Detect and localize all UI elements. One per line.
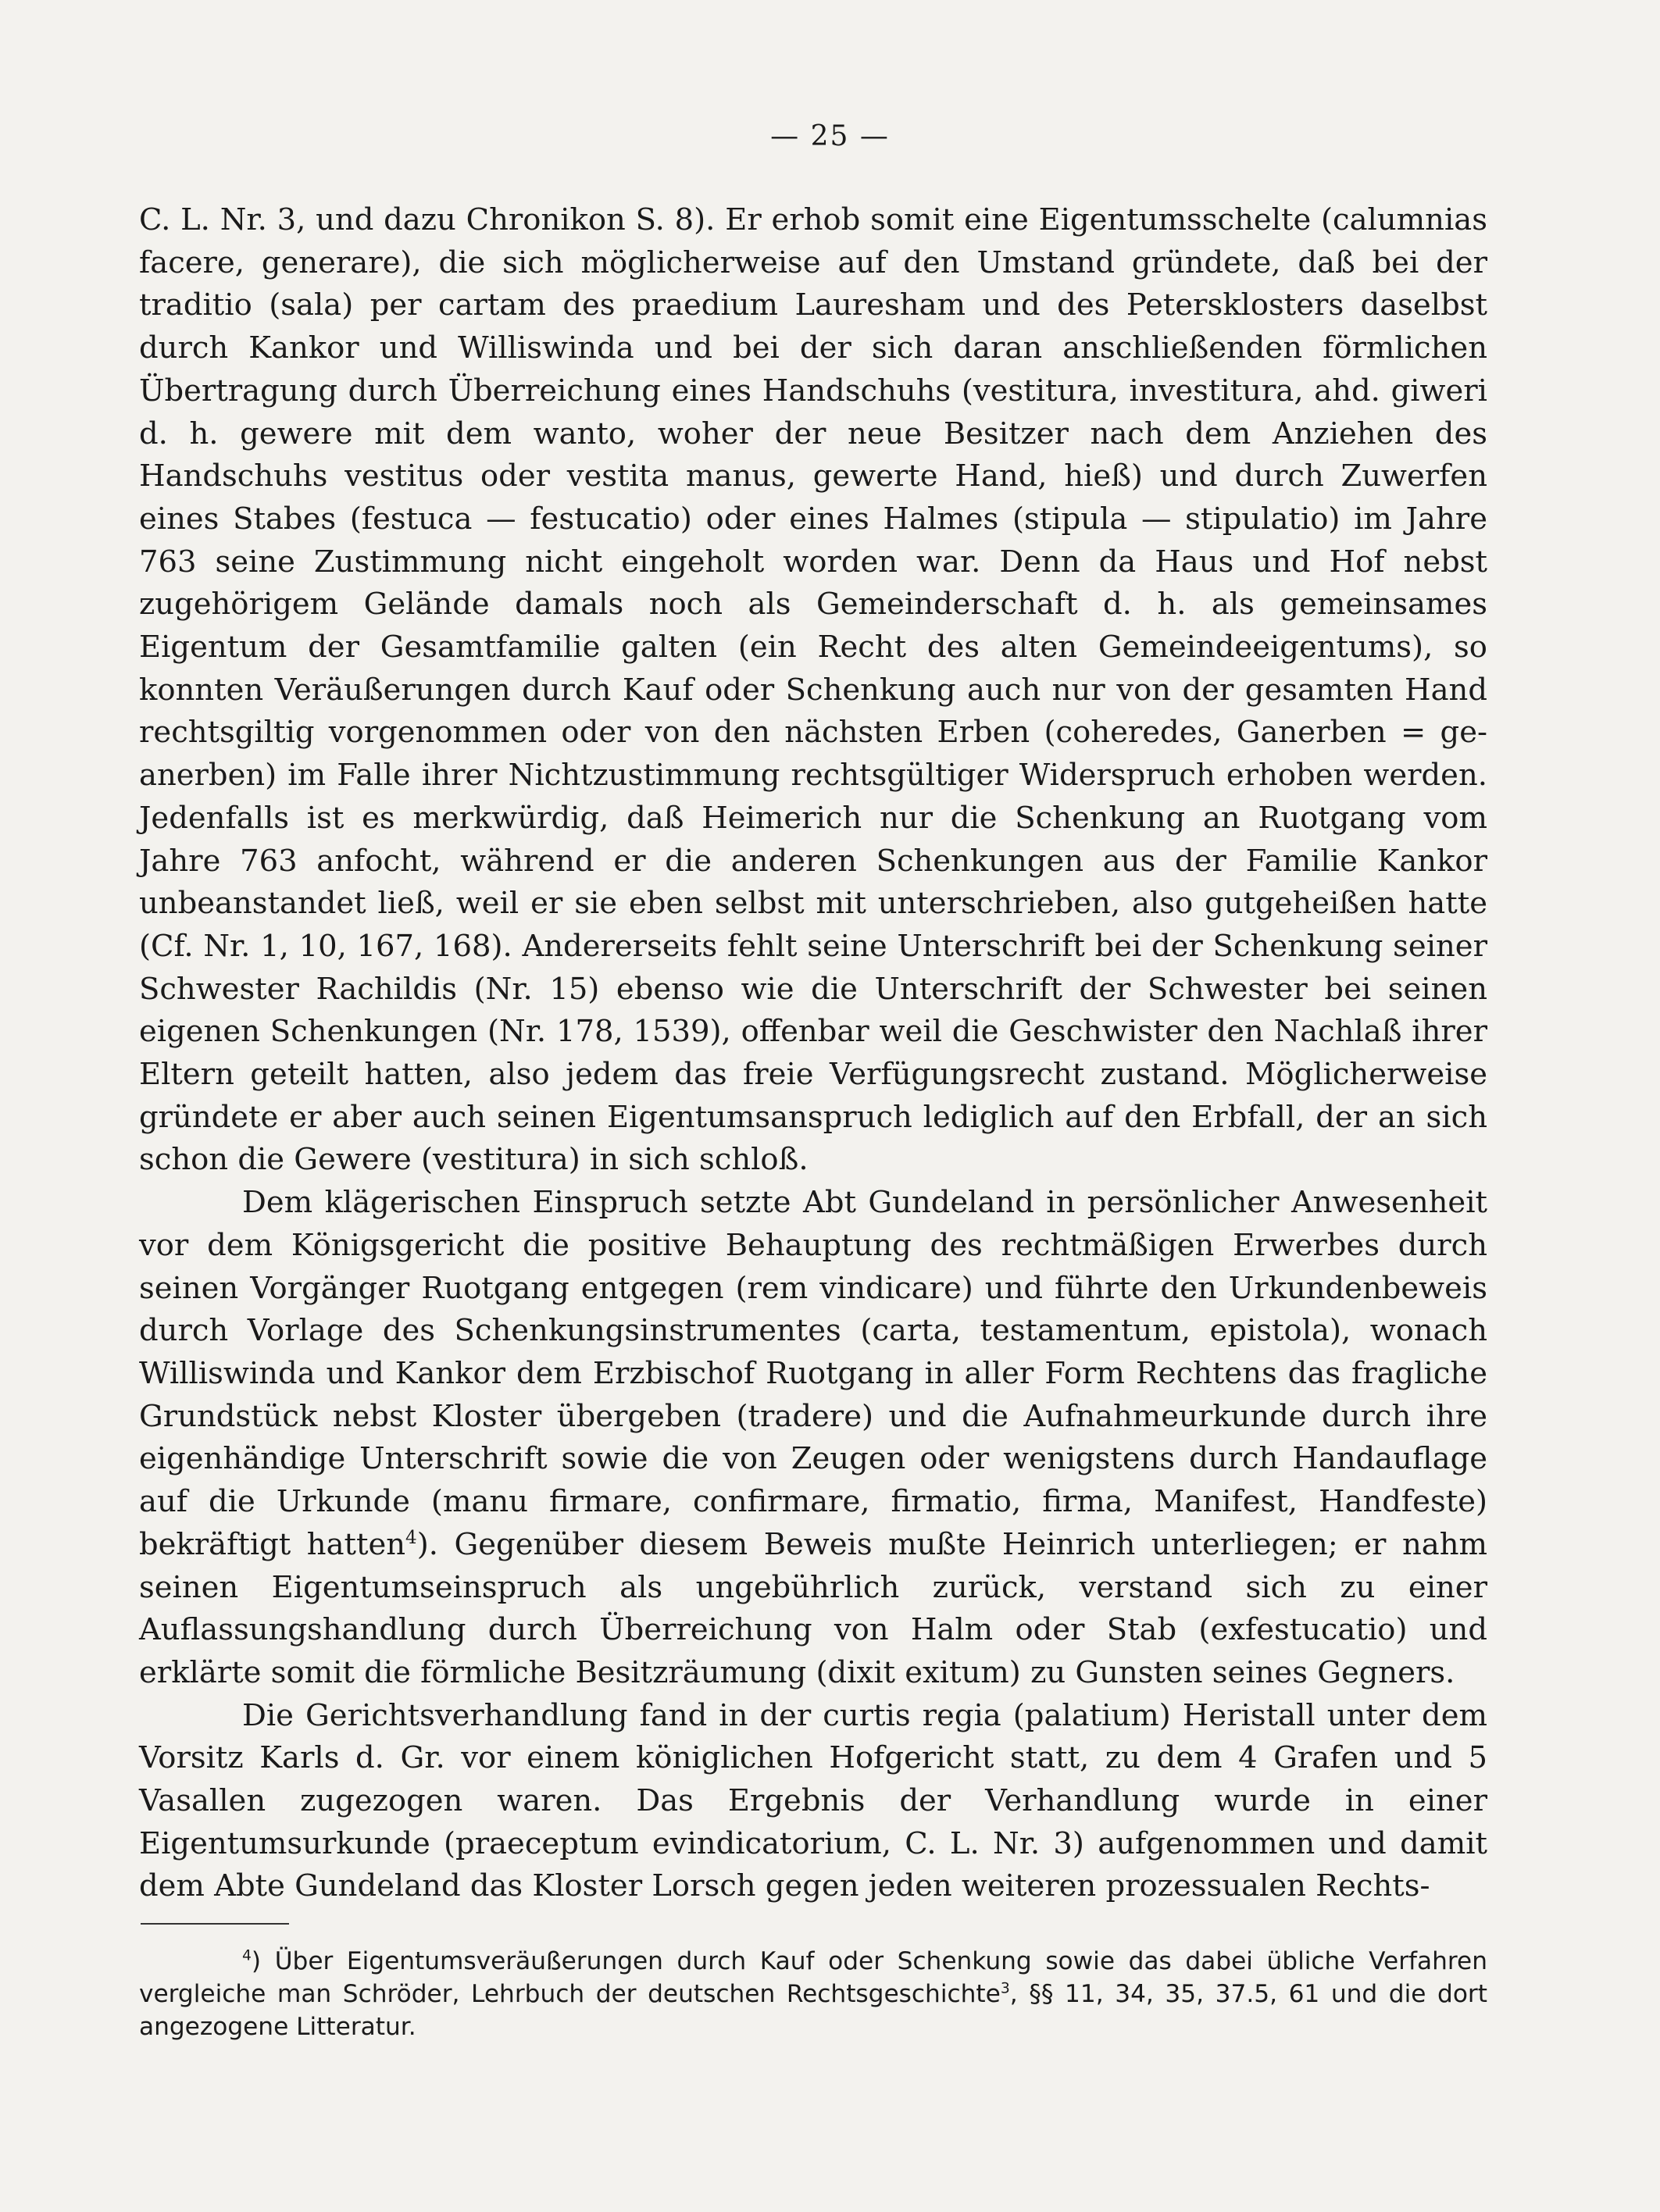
paragraph-2-text-before: Dem klägerischen Einspruch setzte Abt Gundeland in persönlicher Anwesenheit vor dem Königsgericht die positive Behauptung des rechtmäßigen Erwerbes durch seinen Vorgänger Ruotgang entgegen (rem vindicare) und führte den Urkundenbeweis durch Vorlage des Schenkungsinstrumentes (carta, testamentum, epistola), wonach Williswinda und Kankor dem Erzbischof Ruotgang in aller Form Rechtens das fragliche Grundstück nebst Kloster übergeben (tradere) und die Aufnahmeurkunde durch ihre eigenhändige Unterschrift sowie die von Zeugen oder wenigstens durch Handauflage auf die Urkunde (manu firmare, confirmare, firmatio, firma, Manifest, Handfeste) bekräftigt hatten bbox=[139, 1185, 1487, 1562]
footnote-marker: 4 bbox=[242, 1947, 252, 1964]
footnote-text bbox=[139, 1945, 1487, 2043]
footnote-edition: 3 bbox=[1000, 1980, 1010, 1997]
footnote-text-after: , §§ 11, 34, 35, 37.5, 61 und die dort angezogene Litteratur. bbox=[139, 1980, 1487, 2041]
footnote-text-before: ) Über Eigentumsveräußerungen durch Kauf oder Schenkung sowie das dabei übliche Verfahren vergleiche man Schröder, Lehrbuch der deutschen Rechtsgeschichte bbox=[139, 1947, 1487, 2008]
body-text bbox=[139, 199, 1487, 1908]
paragraph-2-text-after: ). Gegenüber diesem Beweis mußte Heinrich unterliegen; er nahm seinen Eigentumseinspruch als ungebührlich zurück, verstand sich zu einer Auflassungshandlung durch Überreichung von Halm oder Stab (exfestucatio) und erklärte somit die förmliche Besitzräumung (dixit exitum) zu Gunsten seines Gegners. bbox=[139, 1526, 1487, 1690]
footnote-reference[interactable]: 4 bbox=[405, 1527, 417, 1548]
paragraph-1: C. L. Nr. 3, und dazu Chronikon S. 8). Er erhob somit eine Eigentumsschelte (calumnias facere, generare), die sich möglicherweise auf den Umstand gründete, daß bei der traditio (sala) per cartam des praedium Lauresham und des Petersklosters daselbst durch Kankor und Williswinda und bei der sich daran anschließenden förmlichen Übertragung durch Überreichung eines Handschuhs (vestitura, investitura, ahd. giweri d. h. gewere mit dem wanto, woher der neue Besitzer nach dem Anziehen des Handschuhs vestitus oder vestita manus, gewerte Hand, hieß) und durch Zuwerfen eines Stabes (festuca — festucatio) oder eines Halmes (stipula — stipulatio) im Jahre 763 seine Zustimmung nicht eingeholt worden war. Denn da Haus und Hof nebst zugehörigem Gelände damals noch als Gemeinderschaft d. h. als gemeinsames Eigentum der Gesamtfamilie galten (ein Recht des alten Gemeindeeigentums), so konnten Veräußerungen durch Kauf oder Schenkung auch nur von der gesamten Hand rechtsgiltig vorgenommen oder von den nächsten Erben (coheredes, Ganerben = ge-anerben) im Falle ihrer Nichtzustimmung rechtsgültiger Widerspruch erhoben werden. Jedenfalls ist es merkwürdig, daß Heimerich nur die Schenkung an Ruotgang vom Jahre 763 anfocht, während er die anderen Schenkungen aus der Familie Kankor unbeanstandet ließ, weil er sie eben selbst mit unterschrieben, also gutgeheißen hatte (Cf. Nr. 1, 10, 167, 168). Andererseits fehlt seine Unterschrift bei der Schenkung seiner Schwester Rachildis (Nr. 15) ebenso wie die Unterschrift der Schwester bei seinen eigenen Schenkungen (Nr. 178, 1539), offenbar weil die Geschwister den Nachlaß ihrer Eltern geteilt hatten, also jedem das freie Verfügungsrecht zustand. Möglicherweise gründete er aber auch seinen Eigentumsanspruch lediglich auf den Erbfall, der an sich schon die Gewere (vestitura) in sich schloß. bbox=[139, 202, 1487, 1178]
page-number: — 25 — bbox=[770, 120, 890, 152]
paragraph-3: Die Gerichtsverhandlung fand in der curtis regia (palatium) Heristall unter dem Vorsitz Karls d. Gr. vor einem königlichen Hofgericht statt, zu dem 4 Grafen und 5 Vasallen zugezogen waren. Das Ergebnis der Verhandlung wurde in einer Eigentumsurkunde (praeceptum evindicatorium, C. L. Nr. 3) aufgenommen und damit dem Abte Gundeland das Kloster Lorsch gegen jeden weiteren prozessualen Rechts- bbox=[139, 1697, 1487, 1904]
paragraph-2 bbox=[139, 1182, 1487, 1694]
footnote-divider bbox=[141, 1923, 289, 1925]
footnote bbox=[139, 1945, 1487, 2043]
